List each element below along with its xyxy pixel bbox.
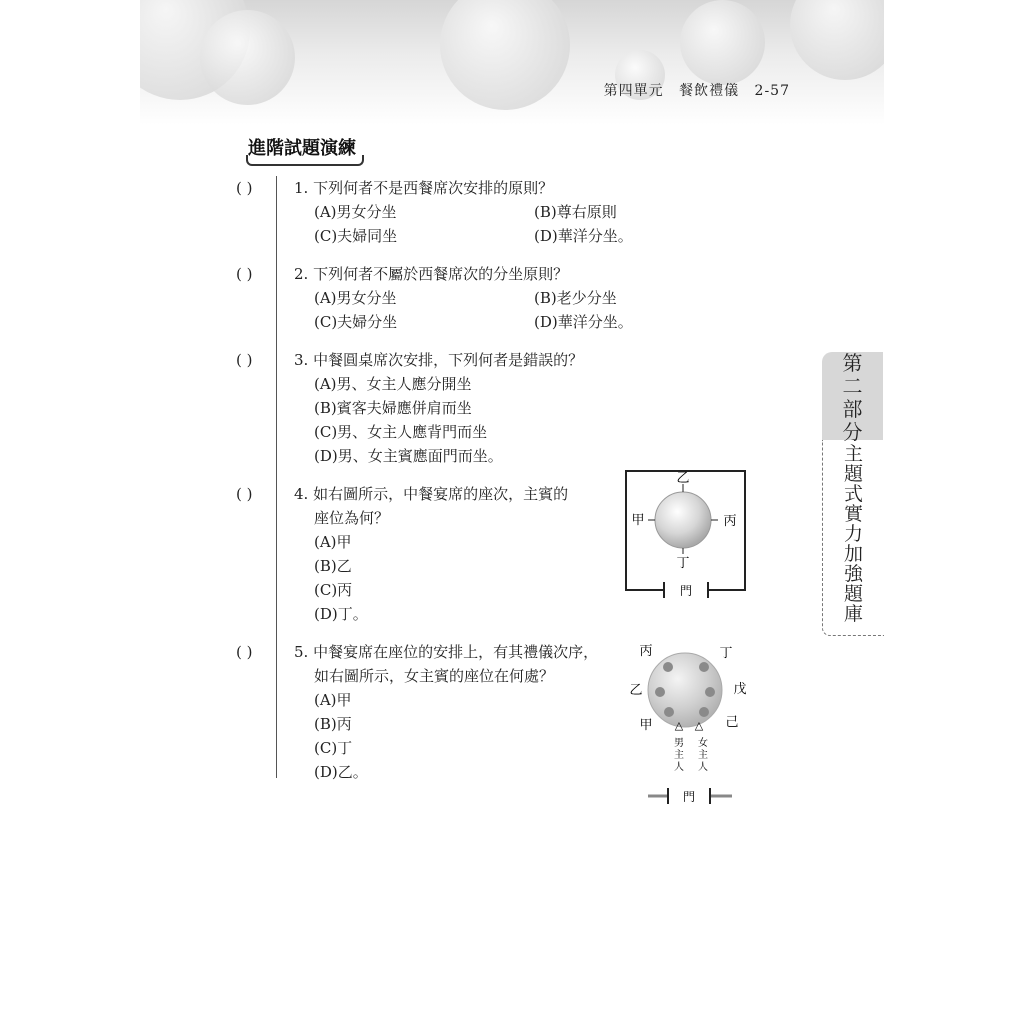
question-4 — [236, 482, 636, 626]
door-label: 門 — [682, 790, 696, 804]
option-d: (D)丁。 — [314, 605, 368, 623]
seat-dot — [664, 707, 674, 717]
side-tab-name — [822, 440, 884, 636]
option-a: (A)男女分坐 — [314, 289, 397, 307]
side-tab-name-text — [823, 444, 884, 624]
option-c: (C)丁 — [314, 739, 353, 757]
option-d: (D)華洋分坐。 — [534, 227, 633, 245]
topic-label: 餐飲禮儀 — [679, 83, 740, 99]
female-host-label-3: 人 — [698, 762, 708, 773]
male-host-label-3: 人 — [674, 762, 684, 773]
answer-blank[interactable]: ( ) — [236, 351, 253, 369]
answer-blank[interactable]: ( ) — [236, 643, 253, 661]
side-tab-char: 式 — [843, 483, 863, 505]
option-b: (B)丙 — [314, 715, 352, 733]
seat-label-top-left: 丙 — [639, 644, 653, 659]
side-tab-char: 分 — [842, 420, 863, 444]
female-host-label-2: 主 — [698, 750, 708, 761]
round-table — [655, 492, 711, 548]
side-tab-char: 庫 — [843, 603, 863, 625]
decorative-bubble — [440, 0, 570, 110]
question-number: 5. — [294, 643, 309, 661]
question-text: 如右圖所示，中餐宴席的座次，主賓的 — [313, 485, 569, 503]
option-a: (A)甲 — [314, 691, 352, 709]
option-d: (D)乙。 — [314, 763, 368, 781]
answer-blank[interactable]: ( ) — [236, 485, 253, 503]
seat-dot — [705, 687, 715, 697]
question-text: 下列何者不是西餐席次安排的原則？ — [313, 179, 554, 197]
side-tab — [822, 352, 883, 635]
question-5 — [236, 640, 636, 784]
option-b: (B)賓客夫婦應併肩而坐 — [314, 399, 472, 417]
seat-label-right: 戊 — [733, 682, 747, 697]
option-b: (B)老少分坐 — [534, 289, 617, 307]
question-text-continued: 座位為何？ — [314, 509, 390, 527]
question-2 — [236, 262, 656, 334]
decorative-bubble — [790, 0, 884, 80]
seat-dot — [655, 687, 665, 697]
seat-dot — [699, 662, 709, 672]
option-a: (A)男女分坐 — [314, 203, 397, 221]
side-tab-part-text — [822, 352, 883, 444]
option-c: (C)男、女主人應背門而坐 — [314, 423, 488, 441]
option-c: (C)夫婦分坐 — [314, 313, 398, 331]
side-tab-part — [822, 351, 883, 444]
option-c: (C)丙 — [314, 581, 353, 599]
option-a: (A)甲 — [314, 533, 352, 551]
side-tab-char: 力 — [843, 523, 863, 545]
decorative-bubble — [200, 10, 295, 105]
seat-dot — [663, 662, 673, 672]
question-text: 中餐宴席在座位的安排上，有其禮儀次序， — [313, 643, 599, 661]
seat-label-top-right: 丁 — [719, 646, 733, 661]
question-number: 3. — [294, 351, 309, 369]
side-tab-char: 加 — [843, 543, 863, 565]
male-host-marker: △ — [674, 719, 684, 732]
side-tab-char: 題 — [843, 583, 863, 605]
answer-blank[interactable]: ( ) — [236, 179, 253, 197]
seat-label-right: 丙 — [723, 514, 737, 529]
seat-label-left: 甲 — [631, 513, 645, 528]
option-b: (B)乙 — [314, 557, 352, 575]
option-a: (A)男、女主人應分開坐 — [314, 375, 472, 393]
question-1 — [236, 176, 656, 248]
option-b: (B)尊右原則 — [534, 203, 617, 221]
decorative-bubble — [680, 0, 765, 85]
seat-label-bottom-right: 己 — [725, 715, 739, 730]
question-number: 2. — [294, 265, 309, 283]
question-text: 下列何者不屬於西餐席次的分坐原則？ — [313, 265, 569, 283]
side-tab-char: 主 — [843, 443, 863, 465]
answer-blank[interactable]: ( ) — [236, 265, 253, 283]
unit-label: 第四單元 — [603, 83, 664, 99]
side-tab-char: 強 — [843, 563, 863, 585]
option-d: (D)華洋分坐。 — [534, 313, 633, 331]
side-tab-char: 實 — [843, 503, 863, 525]
question-3 — [236, 348, 656, 468]
header-banner — [140, 0, 884, 125]
male-host-label-1: 男 — [674, 738, 684, 749]
textbook-page — [140, 0, 884, 1024]
question-stem — [294, 640, 598, 664]
figure-1-seating-diagram — [624, 468, 748, 604]
question-text: 中餐圓桌席次安排，下列何者是錯誤的？ — [313, 351, 584, 369]
running-head — [594, 80, 790, 100]
figure-2-seating-diagram — [624, 638, 754, 810]
seat-dot — [699, 707, 709, 717]
question-number: 1. — [294, 179, 309, 197]
question-stem — [294, 348, 583, 372]
female-host-label-1: 女 — [698, 738, 708, 749]
option-c: (C)夫婦同坐 — [314, 227, 398, 245]
section-title: 進階試題演練 — [246, 134, 364, 166]
question-number: 4. — [294, 485, 309, 503]
question-stem — [294, 176, 553, 200]
option-d: (D)男、女主賓應面門而坐。 — [314, 447, 503, 465]
question-stem — [294, 482, 568, 506]
seat-label-left: 乙 — [629, 683, 643, 698]
question-text-continued: 如右圖所示，女主賓的座位在何處？ — [314, 667, 555, 685]
side-tab-char: 二 — [842, 374, 863, 398]
door-label: 門 — [679, 584, 693, 598]
seat-label-top: 乙 — [676, 471, 690, 486]
seat-label-bottom-left: 甲 — [639, 718, 653, 733]
side-tab-char: 部 — [842, 397, 863, 421]
male-host-label-2: 主 — [674, 750, 684, 761]
side-tab-char: 第 — [842, 351, 863, 375]
page-number: 2-57 — [754, 83, 790, 99]
side-tab-char: 題 — [843, 463, 863, 485]
female-host-marker: △ — [694, 719, 704, 732]
seat-label-bottom: 丁 — [676, 556, 690, 571]
question-stem — [294, 262, 568, 286]
